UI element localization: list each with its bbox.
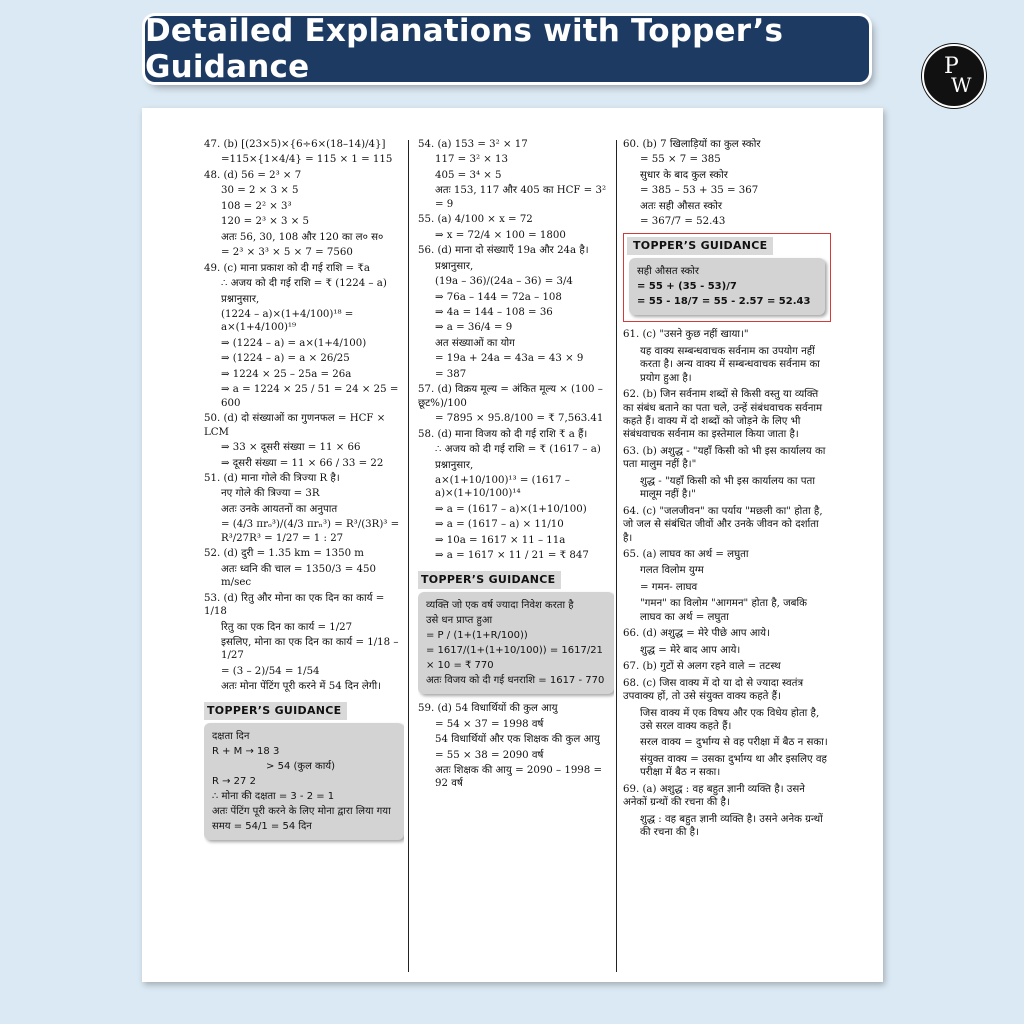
- solution-line: 54. (a) 153 = 3² × 17: [418, 139, 528, 150]
- solution-line: अतः ध्वनि की चाल = 1350/3 = 450 m/sec: [221, 563, 376, 589]
- guidance-line: = 55 - 18/7 = 55 - 2.57 = 52.43: [637, 296, 811, 308]
- guidance-line: व्यक्ति जो एक वर्ष ज्यादा निवेश करता है: [426, 600, 574, 612]
- solution-line: 60. (b) 7 खिलाड़ियों का कुल स्कोर: [623, 139, 761, 150]
- solution-page: [142, 108, 883, 982]
- guidance-line: R → 27 2: [212, 776, 256, 788]
- guidance-line: अतः पेंटिंग पूरी करने के लिए मोना द्वारा लिया गया: [212, 806, 391, 818]
- toppers-guidance-label: TOPPER’S GUIDANCE: [418, 571, 561, 590]
- solution-line: सरल वाक्य = दुर्भाग्य से वह परीक्षा में बैठ न सका।: [640, 737, 828, 749]
- solution-line: 59. (d) 54 विधार्थियों की कुल आयु: [418, 703, 558, 715]
- solution-line: 47. (b) [(23×5)×{6÷6×(18–14)/4}]: [204, 139, 386, 150]
- solution-line: अतः मोना पेंटिंग पूरी करने में 54 दिन लेगी।: [221, 681, 382, 693]
- column-3: [623, 138, 831, 972]
- column-divider: [616, 140, 617, 972]
- solution-line: =115×{1×4/4} = 115 × 1 = 115: [221, 154, 393, 166]
- solution-line: ⇒ a = 36/4 = 9: [435, 322, 513, 334]
- solution-line: ⇒ a = (1617 – a) × 11/10: [435, 519, 564, 531]
- solution-line: 50. (d) दो संख्याओं का गुणनफल = HCF × LCM: [204, 413, 386, 438]
- guidance-line: > 54 (कुल कार्य): [212, 761, 336, 773]
- solution-line: संयुक्त वाक्य = उसका दुर्भाग्य था और इसलिए वह परीक्षा में बैठ न सका।: [640, 753, 827, 779]
- column-1: [204, 138, 404, 972]
- solution-line: 67. (b) गुटों से अलग रहने वाले = तटस्थ: [623, 661, 781, 673]
- solution-line: ⇒ 4a = 144 – 108 = 36: [435, 306, 553, 318]
- guidance-line: ∴ मोना की दक्षता = 3 - 2 = 1: [212, 791, 335, 803]
- solution-line: = (4/3 πrₒ³)/(4/3 πrₙ³) = R³/(3R)³ = R³/27R³ = 1/27 = 1 : 27: [221, 519, 400, 544]
- solution-line: = 385 – 53 + 35 = 367: [640, 185, 759, 197]
- solution-line: (19a – 36)/(24a – 36) = 3/4: [435, 276, 573, 288]
- solution-line: 61. (c) "उसने कुछ नहीं खाया।": [623, 329, 749, 341]
- solution-line: ⇒ a = (1617 – a)×(1+10/100): [435, 503, 587, 515]
- highlighted-guidance: [623, 233, 831, 323]
- solution-line: 49. (c) माना प्रकाश को दी गई राशि = ₹a: [204, 262, 370, 274]
- solution-line: 120 = 2³ × 3 × 5: [221, 216, 310, 228]
- solution-line: ⇒ 10a = 1617 × 11 – 11a: [435, 534, 566, 546]
- solution-line: = 55 × 38 = 2090 वर्ष: [435, 749, 544, 761]
- pw-logo: [922, 44, 986, 108]
- solution-line: ⇒ दूसरी संख्या = 11 × 66 / 33 = 22: [221, 457, 384, 469]
- solution-line: ∴ अजय को दी गई राशि = ₹ (1224 – a): [221, 278, 387, 290]
- solution-line: (1224 – a)×(1+4/100)¹⁸ = a×(1+4/100)¹⁹: [221, 308, 354, 334]
- solution-line: 55. (a) 4/100 × x = 72: [418, 214, 533, 226]
- logo-letter-p: P: [944, 54, 959, 79]
- solution-line: जिस वाक्य में एक विषय और एक विधेय होता है, उसे सरल वाक्य कहते हैं।: [640, 707, 820, 733]
- solution-line: = 367/7 = 52.43: [640, 216, 726, 228]
- guidance-line: समय = 54/1 = 54 दिन: [212, 821, 312, 833]
- guidance-line: R + M → 18 3: [212, 746, 280, 758]
- solution-line: ⇒ 76a – 144 = 72a – 108: [435, 291, 562, 303]
- solution-line: ⇒ a = 1224 × 25 / 51 = 24 × 25 = 600: [221, 384, 399, 409]
- toppers-guidance-label: TOPPER’S GUIDANCE: [204, 702, 347, 721]
- solution-line: 58. (d) माना विजय को दी गई राशि ₹ a हैं।: [418, 428, 588, 440]
- solution-line: 57. (d) विक्रय मूल्य = अंकित मूल्य × (100 – छूट%)/100: [418, 384, 603, 409]
- solution-line: = (3 – 2)/54 = 1/54: [221, 665, 320, 677]
- solution-line: = 55 × 7 = 385: [640, 154, 721, 166]
- solution-line: अतः 153, 117 और 405 का HCF = 3² = 9: [435, 185, 607, 210]
- solution-line: 64. (c) "जलजीवन" का पर्याय "मछली का" होता है, जो जल से संबंधित जीवों और उनके जीवन को दर्शाता है।: [623, 505, 823, 544]
- solution-line: रितु का एक दिन का कार्य = 1/27: [221, 621, 353, 633]
- solution-line: 48. (d) 56 = 2³ × 7: [204, 169, 302, 181]
- solution-line: ⇒ 1224 × 25 – 25a = 26a: [221, 368, 352, 380]
- solution-line: 54 विधार्थियों और एक शिक्षक की कुल आयु: [435, 734, 600, 746]
- solution-line: प्रश्नानुसार,: [435, 260, 474, 272]
- solution-line: "गमन" का विलोम "आगमन" होता है, जबकि लाघव का अर्थ = लघुता: [640, 598, 807, 623]
- solution-line: ⇒ (1224 – a) = a×(1+4/100): [221, 337, 367, 349]
- solution-line: 65. (a) लाघव का अर्थ = लघुता: [623, 549, 749, 561]
- solution-line: 63. (b) अशुद्ध - "यहाँ किसी को भी इस कार्यालय का पता मालुम नहीं है।": [623, 445, 826, 471]
- solution-line: = गमन- लाघव: [640, 581, 698, 593]
- solution-line: 117 = 3² × 13: [435, 154, 508, 166]
- solution-line: ⇒ (1224 – a) = a × 26/25: [221, 353, 350, 365]
- solution-line: 405 = 3⁴ × 5: [435, 169, 502, 181]
- toppers-guidance-label: TOPPER’S GUIDANCE: [627, 237, 773, 256]
- toppers-guidance-box: [204, 723, 404, 840]
- solution-line: ⇒ a = 1617 × 11 / 21 = ₹ 847: [435, 550, 589, 562]
- solution-line: = 7895 × 95.8/100 = ₹ 7,563.41: [435, 413, 604, 425]
- solution-line: 68. (c) जिस वाक्य में दो या दो से ज्यादा स्वतंत्र उपवाक्य हों, तो उसे संयुक्त वाक्य कहते हैं।: [623, 677, 804, 703]
- solution-line: अतः उनके आयतनों का अनुपात: [221, 503, 338, 515]
- guidance-line: दक्षता दिन: [212, 731, 250, 743]
- solution-line: गलत विलोम युग्म: [640, 565, 704, 577]
- solution-line: = 54 × 37 = 1998 वर्ष: [435, 718, 544, 730]
- column-divider: [408, 140, 409, 972]
- guidance-line: = 1617/(1+(1+10/100)) = 1617/21 × 10 = ₹ 770: [426, 645, 603, 672]
- solution-line: 51. (d) माना गोले की त्रिज्या R है।: [204, 472, 340, 484]
- page-banner: [145, 13, 869, 85]
- solution-line: 62. (b) जिन सर्वनाम शब्दों से किसी वस्तु या व्यक्ति का संबंध बताने का पता चले, उन्हें संबंधवाचक सर्वनाम कहते हैं। वाक्य में दो शब्दों को जोड़ने के लिए भी संबंधवाचक सर्वनाम का इस्तेमाल किया जाता है।: [623, 389, 823, 441]
- solution-line: 56. (d) माना दो संख्याएँ 19a और 24a है।: [418, 245, 589, 257]
- banner-title: Detailed Explanations with Topper’s Guidance: [145, 13, 784, 85]
- solution-line: 53. (d) रितु और मोना का एक दिन का कार्य = 1/18: [204, 592, 385, 618]
- guidance-line: सही औसत स्कोर: [637, 266, 699, 278]
- toppers-guidance-box: [629, 258, 825, 315]
- solution-line: सुधार के बाद कुल स्कोर: [640, 169, 728, 181]
- solution-line: a×(1+10/100)¹³ = (1617 – a)×(1+10/100)¹⁴: [435, 474, 570, 500]
- solution-line: = 19a + 24a = 43a = 43 × 9: [435, 353, 584, 365]
- solution-line: नए गोले की त्रिज्या = 3R: [221, 488, 320, 500]
- solution-line: अत संख्याओं का योग: [435, 337, 515, 349]
- guidance-line: उसे धन प्राप्त हुआ: [426, 615, 493, 627]
- solution-line: प्रश्नानुसार,: [221, 293, 260, 305]
- column-2: [418, 138, 614, 972]
- solution-line: ⇒ 33 × दूसरी संख्या = 11 × 66: [221, 442, 361, 454]
- solution-line: = 387: [435, 368, 467, 380]
- toppers-guidance-box: [418, 592, 614, 694]
- solution-line: अतः शिक्षक की आयु = 2090 – 1998 = 92 वर्ष: [435, 765, 603, 790]
- solution-line: 66. (d) अशुद्ध = मेरे पीछे आप आये।: [623, 628, 770, 640]
- solution-line: 108 = 2² × 3³: [221, 200, 292, 212]
- solution-line: शुद्ध : वह बहुत ज्ञानी व्यक्ति है। उसने अनेक ग्रन्थों की रचना की है।: [640, 813, 823, 839]
- solution-line: 69. (a) अशुद्ध : वह बहुत ज्ञानी व्यक्ति है। उसने अनेकों ग्रन्थों की रचना की है।: [623, 783, 805, 809]
- solution-line: प्रश्नानुसार,: [435, 459, 474, 471]
- guidance-line: अतः विजय को दी गई धनराशि = 1617 - 770: [426, 675, 605, 687]
- logo-letter-w: W: [951, 73, 972, 97]
- solution-line: इसलिए, मोना का एक दिन का कार्य = 1/18 – 1/27: [221, 636, 399, 662]
- solution-line: शुद्ध = मेरे बाद आप आये।: [640, 644, 741, 656]
- solution-line: = 2³ × 3³ × 5 × 7 = 7560: [221, 247, 353, 259]
- solution-line: 52. (d) दुरी = 1.35 km = 1350 m: [204, 548, 364, 560]
- guidance-line: = 55 + (35 - 53)/7: [637, 281, 737, 293]
- guidance-line: = P / (1+(1+R/100)): [426, 630, 528, 642]
- solution-line: यह वाक्य सम्बन्धवाचक सर्वनाम का उपयोग नहीं करता है। अन्य वाक्य में सम्बन्धवाचक सर्वनाम का प्रयोग हुआ है।: [640, 345, 820, 384]
- solution-line: ⇒ x = 72/4 × 100 = 1800: [435, 229, 566, 241]
- solution-line: ∴ अजय को दी गई राशि = ₹ (1617 – a): [435, 444, 601, 456]
- solution-line: शुद्ध - "यहाँ किसी को भी इस कार्यालय का पता मालूम नहीं है।": [640, 475, 815, 501]
- solution-line: अतः सही औसत स्कोर: [640, 200, 723, 212]
- solution-line: 30 = 2 × 3 × 5: [221, 185, 299, 197]
- solution-line: अतः 56, 30, 108 और 120 का ल० स०: [221, 231, 384, 243]
